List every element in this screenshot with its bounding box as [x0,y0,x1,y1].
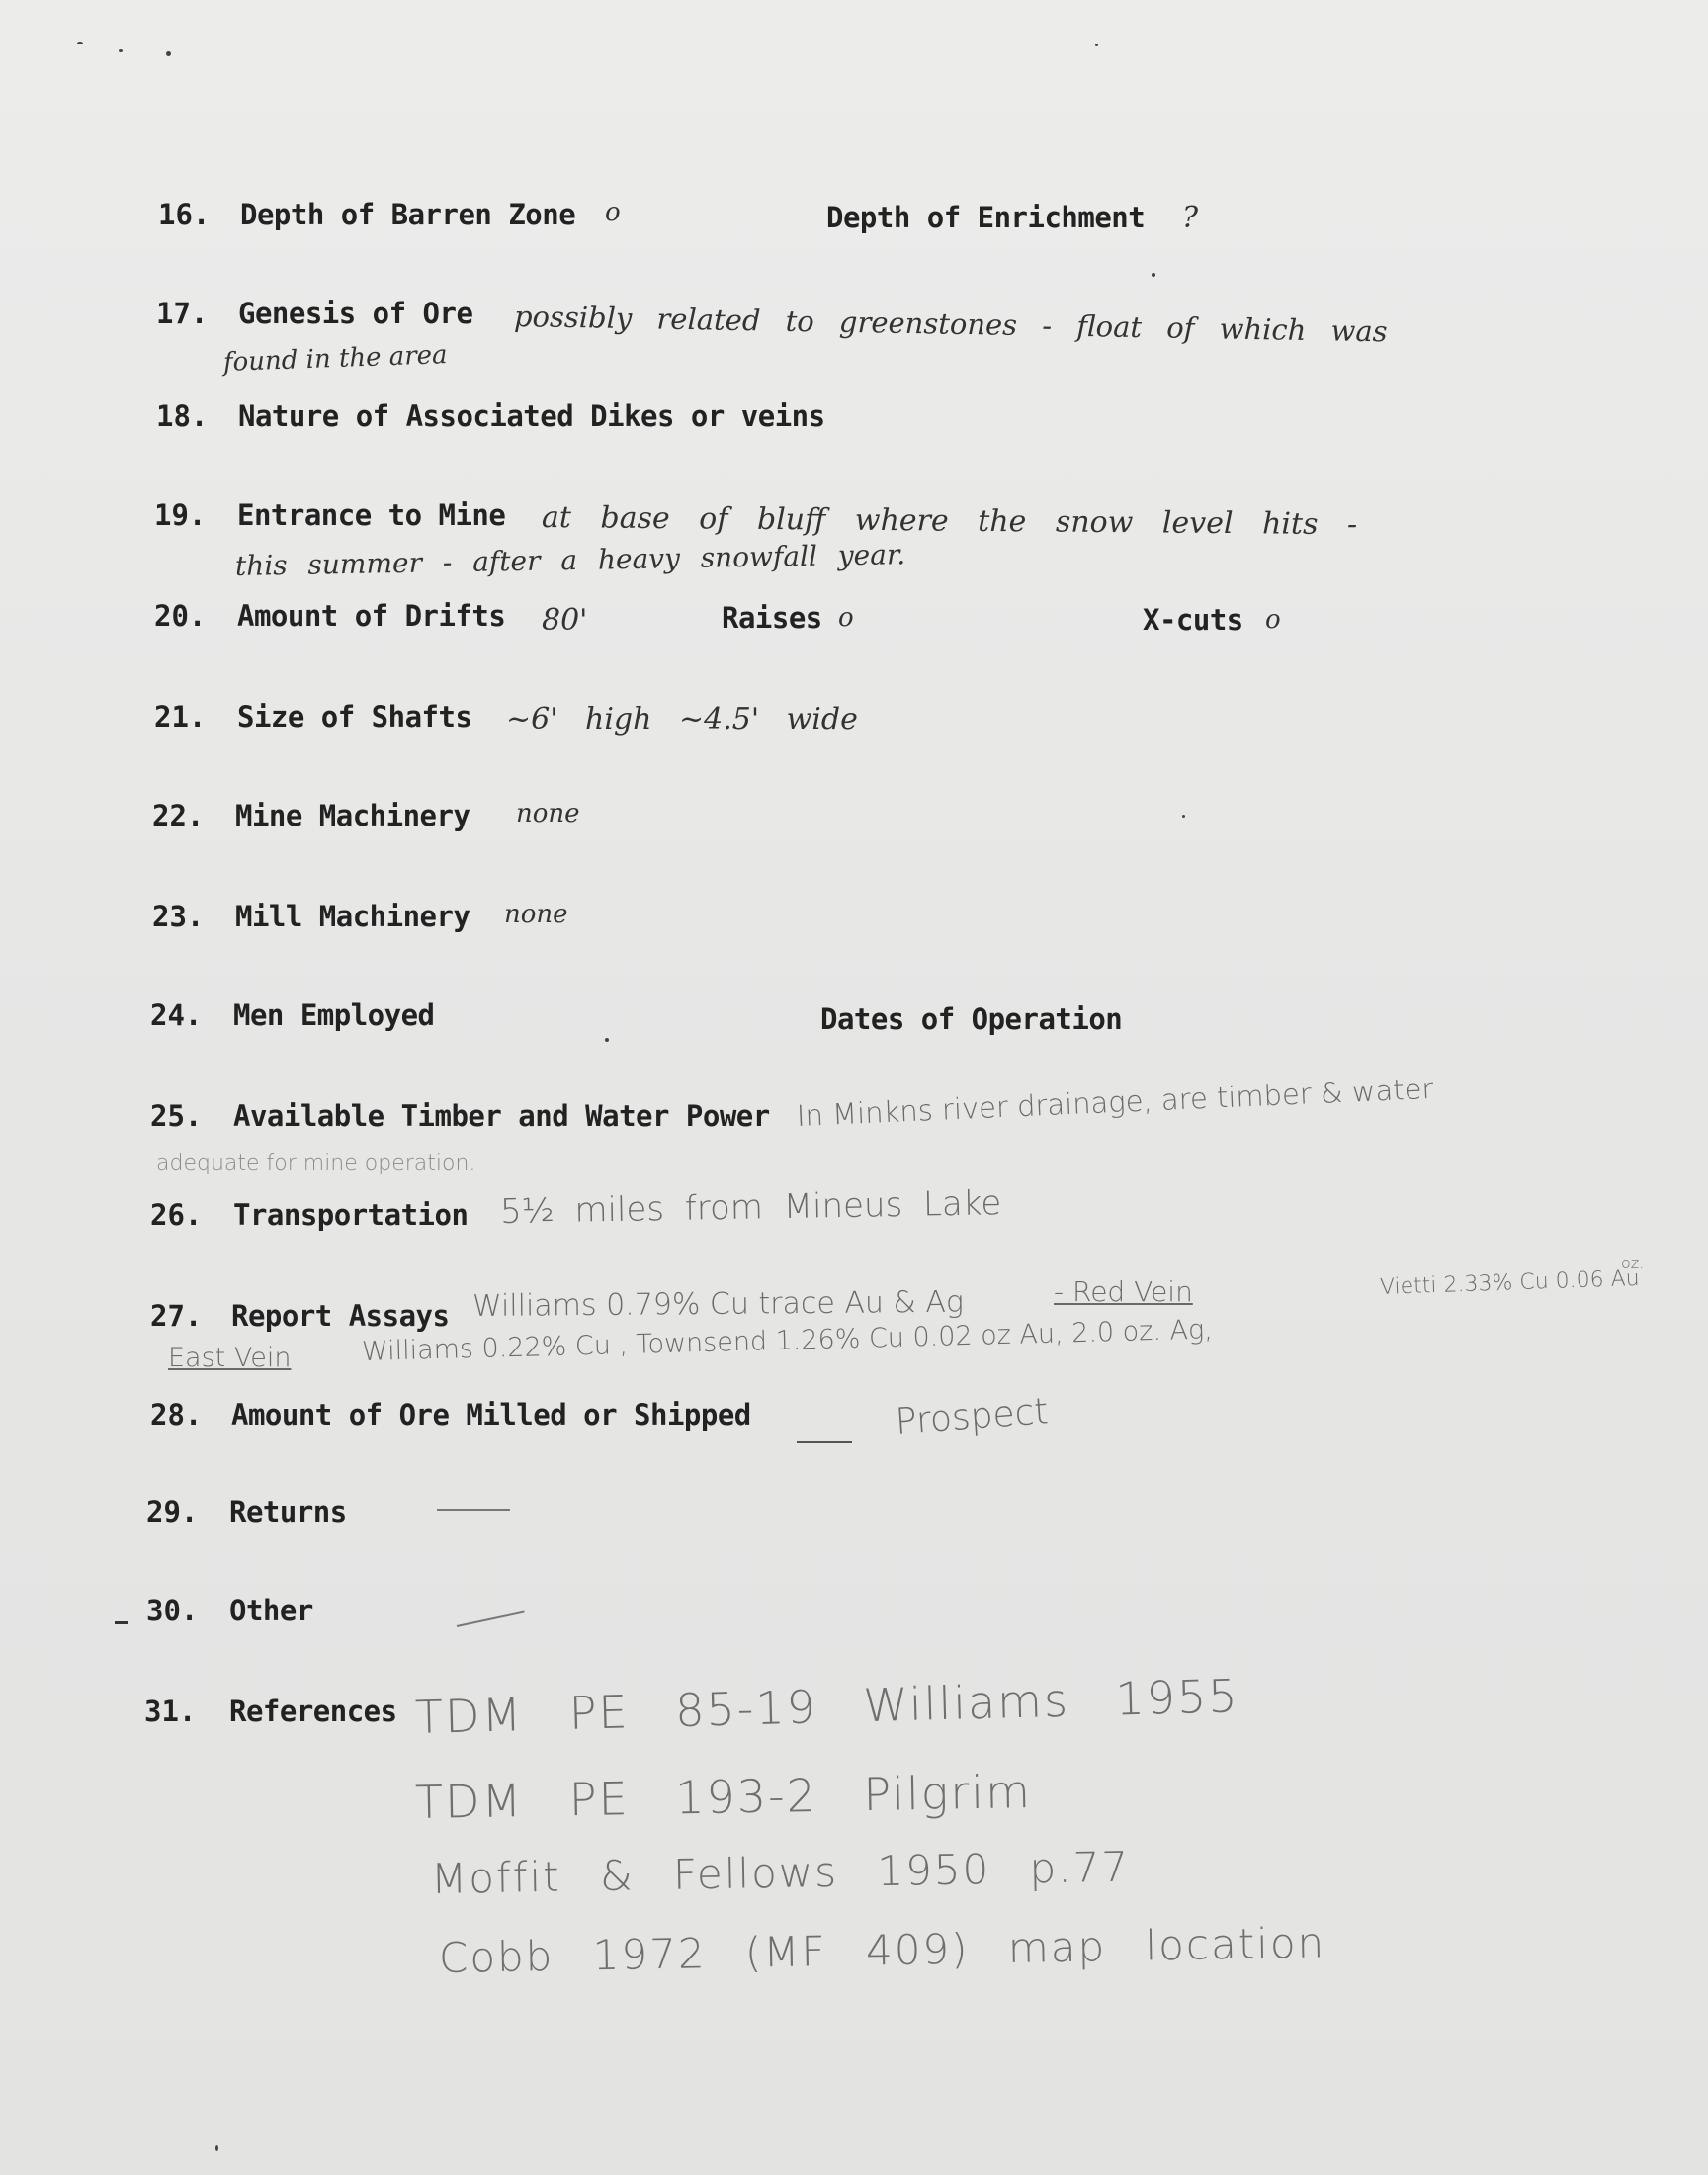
field-label: Amount of Drifts [237,599,506,633]
item-number: 29. [146,1495,199,1528]
scan-speck [119,49,123,52]
item-number: 21. [154,700,207,734]
handwritten-answer: o [605,198,621,227]
handwritten-answer-continued: this summer - after a heavy snowfall year. [234,538,906,582]
field-label: Transportation [233,1198,469,1232]
scan-speck [1152,273,1155,277]
scan-speck [1095,44,1098,46]
scan-speck [77,42,83,44]
reference-entry: Moffit & Fellows 1950 p.77 [430,1842,1131,1903]
item-number: 31. [144,1695,197,1728]
handwritten-answer: o [1265,605,1281,635]
field-label: Available Timber and Water Power [233,1099,770,1133]
margin-mark [115,1621,128,1624]
item-number: 22. [152,799,205,832]
handwritten-answer: In Minkns river drainage, are timber & water [796,1071,1435,1133]
handwritten-answer: 5½ miles from Mineus Lake [499,1183,1002,1232]
field-label: Returns [229,1495,347,1528]
scan-speck [215,2145,218,2151]
handwritten-answer-right: Vietti 2.33% Cu 0.06 Au [1379,1265,1641,1300]
item-number: 16. [158,198,211,231]
field-label: Raises [722,601,822,635]
item-number: 28. [150,1398,203,1432]
field-label: Men Employed [233,999,435,1032]
handwritten-superscript: oz. [1621,1254,1645,1272]
field-label: Nature of Associated Dikes or veins [238,399,825,433]
field-label: Depth of Barren Zone [240,198,576,231]
blank-dash [797,1441,852,1443]
handwritten-answer: Prospect [894,1391,1050,1442]
item-number: 18. [156,399,209,433]
handwritten-answer: at base of bluff where the snow level hits - [541,500,1358,543]
item-number: 25. [150,1099,203,1133]
handwritten-answer-continued: adequate for mine operation. [156,1151,476,1175]
reference-entry: TDM PE 85-19 Williams 1955 [414,1669,1240,1744]
handwritten-answer: none [504,900,568,929]
item-number: 17. [156,297,209,330]
item-number: 23. [152,900,205,933]
handwritten-answer: possibly related to greenstones - float of which was [513,300,1388,349]
blank-dash [457,1610,525,1627]
item-number: 20. [154,599,207,633]
item-number: 30. [146,1594,199,1627]
vein-tag: - Red Vein [1054,1275,1193,1308]
field-label: Mine Machinery [235,799,470,832]
vein-tag: East Vein [168,1343,292,1373]
item-number: 27. [150,1299,203,1333]
scan-speck [1182,815,1185,818]
item-number: 19. [154,498,207,532]
field-label: Entrance to Mine [237,498,506,532]
field-label: Size of Shafts [237,700,472,734]
handwritten-answer: o [838,603,854,633]
field-label: Other [229,1594,313,1627]
blank-dash [437,1509,510,1511]
handwritten-answer-continued: Williams 0.22% Cu , Townsend 1.26% Cu 0.02 oz Au, 2.0 oz. Ag, [361,1314,1214,1367]
scan-speck [605,1038,609,1042]
field-label: Mill Machinery [235,900,470,933]
item-number: 26. [150,1198,203,1232]
handwritten-answer-continued: found in the area [222,340,449,378]
field-label: Depth of Enrichment [826,201,1146,234]
handwritten-answer: 80' [542,603,588,638]
item-number: 24. [150,999,203,1032]
reference-entry: Cobb 1972 (MF 409) map location [438,1918,1326,1982]
field-label: Genesis of Ore [238,297,473,330]
field-label: X-cuts [1143,603,1243,637]
field-label: Report Assays [231,1299,450,1333]
field-label: Dates of Operation [820,1002,1123,1036]
scan-speck [166,51,171,56]
reference-entry: TDM PE 193-2 Pilgrim [414,1765,1033,1829]
handwritten-answer: ? [1182,201,1199,235]
field-label: References [229,1695,397,1728]
handwritten-answer: Williams 0.79% Cu trace Au & Ag [471,1284,965,1324]
handwritten-answer: ~6' high ~4.5' wide [506,702,858,737]
handwritten-answer: none [516,799,580,828]
field-label: Amount of Ore Milled or Shipped [231,1398,751,1432]
